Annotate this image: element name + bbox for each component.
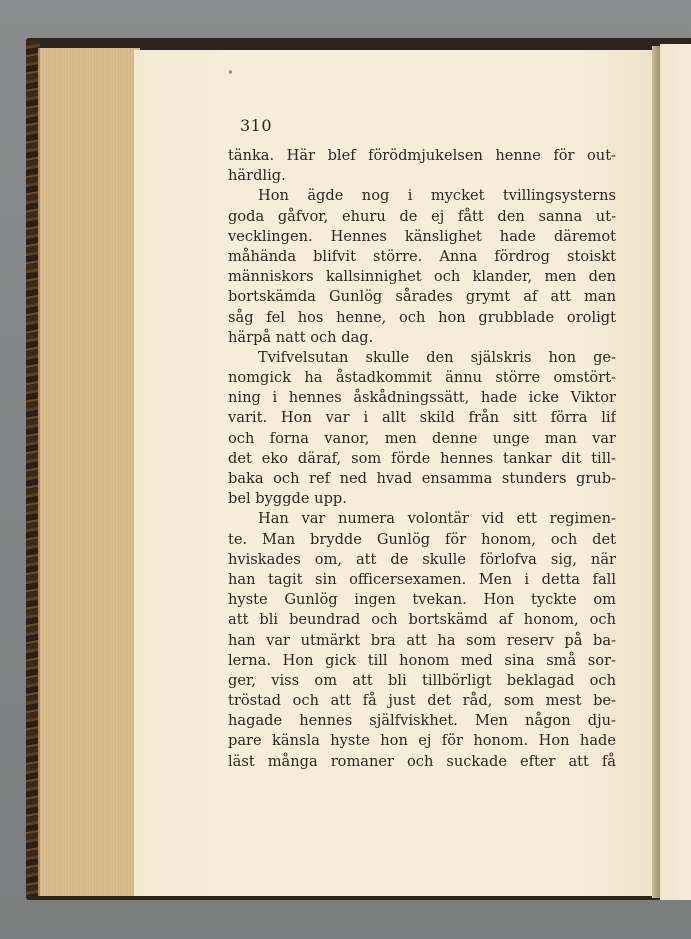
- text-line: läst många romaner och suckade efter att få: [228, 752, 616, 770]
- text-line: te. Man brydde Gunlög för honom, och det: [228, 530, 616, 548]
- stray-mark: [229, 70, 232, 74]
- text-line: ning i hennes åskådningssätt, hade icke Viktor: [228, 389, 616, 407]
- text-line: baka och ref ned hvad ensamma stunders grub-: [228, 470, 616, 487]
- text-line: goda gåfvor, ehuru de ej fått den sanna ut-: [228, 207, 616, 225]
- text-line: hagade hennes själfviskhet. Men någon dju-: [228, 712, 616, 730]
- text-line: han tagit sin officersexamen. Men i detta fall: [228, 570, 616, 588]
- text-line: Tvifvelsutan skulle den själskris hon ge-: [258, 348, 616, 366]
- text-line: såg fel hos henne, och hon grubblade oroligt: [228, 308, 616, 326]
- text-line: Hon ägde nog i mycket tvillingsysterns: [258, 187, 616, 205]
- page-number: 310: [240, 116, 273, 135]
- text-line: hviskades om, att de skulle förlofva sig, när: [228, 550, 616, 568]
- text-line: ger, viss om att bli tillbörligt beklagad och: [228, 671, 616, 689]
- text-line: bel byggde upp.: [228, 490, 347, 508]
- facing-page-edge: [660, 44, 691, 900]
- text-line: det eko däraf, som förde hennes tankar dit till-: [228, 449, 616, 467]
- text-line: bortskämda Gunlög sårades grymt af att man: [228, 288, 616, 306]
- page-edges: [38, 48, 140, 896]
- text-line: tröstad och att få just det råd, som mest be-: [228, 692, 616, 710]
- text-line: lerna. Hon gick till honom med sina små sor-: [228, 651, 616, 669]
- text-line: och forna vanor, men denne unge man var: [228, 429, 616, 447]
- text-line: härdlig.: [228, 167, 286, 185]
- text-line: människors kallsinnighet och klander, men den: [228, 268, 616, 286]
- text-line: han var utmärkt bra att ha som reserv på ba-: [228, 631, 616, 649]
- body-text: [228, 146, 616, 772]
- text-line: pare känsla hyste hon ej för honom. Hon hade: [228, 732, 616, 750]
- text-line: vecklingen. Hennes känslighet hade däremot: [228, 227, 616, 245]
- text-line: Han var numera volontär vid ett regimen-: [258, 510, 616, 528]
- text-line: hyste Gunlög ingen tvekan. Hon tyckte om: [228, 591, 616, 609]
- text-line: varit. Hon var i allt skild från sitt förra lif: [228, 409, 616, 427]
- text-line: nomgick ha åstadkommit ännu större omstört-: [228, 369, 616, 387]
- text-line: härpå natt och dag.: [228, 328, 374, 346]
- text-line: måhända blifvit större. Anna fördrog stoiskt: [228, 247, 616, 265]
- text-line: att bli beundrad och bortskämd af honom, och: [228, 611, 616, 629]
- text-line: tänka. Här blef förödmjukelsen henne för out-: [228, 147, 616, 164]
